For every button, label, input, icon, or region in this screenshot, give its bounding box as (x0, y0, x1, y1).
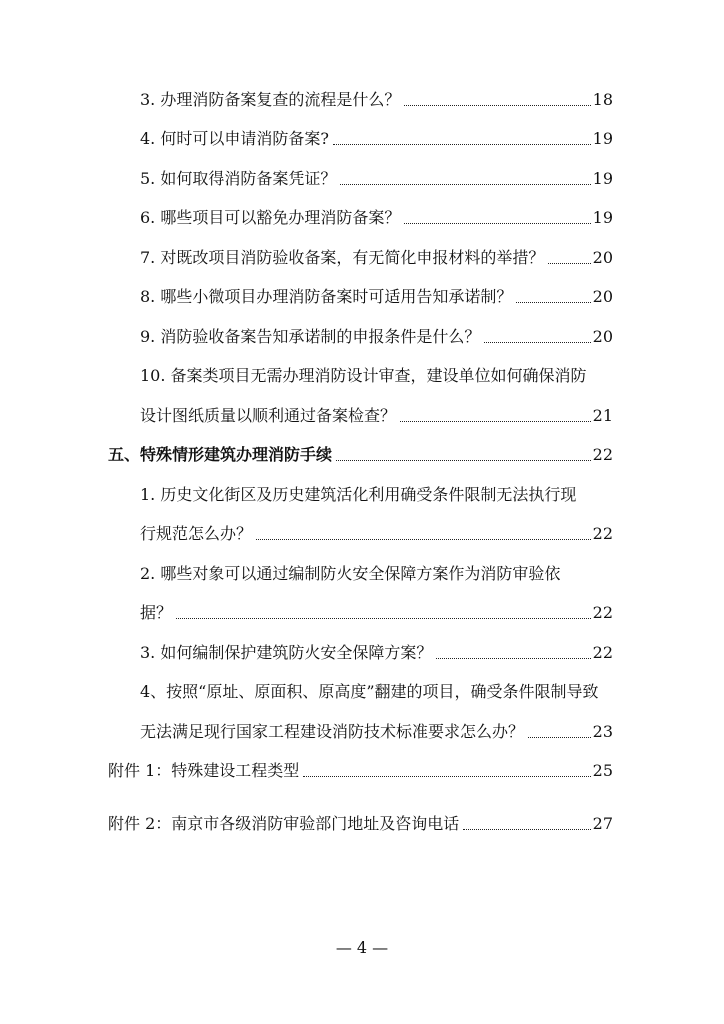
toc-entry-text: 6. 哪些项目可以豁免办理消防备案？ (140, 208, 401, 227)
toc-entry-text: 行规范怎么办？ (140, 524, 253, 543)
leader-dots (336, 460, 591, 461)
toc-entry-text: 4、按照“原址、原面积、原高度”翻建的项目，确受条件限制导致 (140, 682, 599, 701)
toc-page-number: 25 (592, 761, 613, 780)
toc-page-number: 23 (592, 722, 613, 741)
toc-appendix-text: 附件 2：南京市各级消防审验部门地址及咨询电话 (108, 814, 460, 833)
leader-dots (333, 144, 591, 145)
toc-appendix[interactable] (108, 809, 613, 835)
toc-page-number: 22 (592, 524, 613, 543)
toc-entry-first-line[interactable] (140, 480, 613, 506)
toc-entry-text: 据？ (140, 603, 173, 622)
toc-entry[interactable] (140, 203, 613, 229)
leader-dots (256, 539, 591, 540)
toc-entry[interactable] (140, 717, 613, 743)
toc-appendix-text: 附件 1：特殊建设工程类型 (108, 761, 300, 780)
toc-entry-text: 3. 如何编制保护建筑防火安全保障方案？ (140, 643, 433, 662)
toc-entry-text: 1. 历史文化街区及历史建筑活化利用确受条件限制无法执行现 (140, 485, 577, 504)
leader-dots (516, 302, 590, 303)
leader-dots (340, 184, 590, 185)
toc-entry-text: 2. 哪些对象可以通过编制防火安全保障方案作为消防审验依 (140, 564, 561, 583)
toc-page-number: 27 (592, 814, 613, 833)
page-number-footer: — 4 — (335, 938, 389, 957)
toc-entry-first-line[interactable] (140, 559, 613, 585)
toc-page-number: 22 (592, 445, 613, 464)
leader-dots (404, 105, 590, 106)
toc-entry-text: 5. 如何取得消防备案凭证？ (140, 169, 337, 188)
toc-entry[interactable] (140, 164, 613, 190)
toc-page-number: 22 (592, 643, 613, 662)
toc-entry-text: 7. 对既改项目消防验收备案，有无简化申报材料的举措？ (140, 248, 545, 267)
toc-page-number: 20 (592, 248, 613, 267)
toc-entry-first-line[interactable] (140, 677, 613, 703)
toc-entry[interactable] (140, 519, 613, 545)
leader-dots (484, 342, 590, 343)
toc-entry-text: 3. 办理消防备案复查的流程是什么？ (140, 90, 401, 109)
leader-dots (400, 421, 591, 422)
toc-entry-text: 10. 备案类项目无需办理消防设计审查，建设单位如何确保消防 (140, 366, 587, 385)
leader-dots (436, 658, 590, 659)
leader-dots (303, 776, 590, 777)
toc-page-number: 22 (592, 603, 613, 622)
toc-entry[interactable] (140, 124, 613, 150)
toc-entry[interactable] (140, 401, 613, 427)
leader-dots (404, 223, 590, 224)
toc-entry-text: 无法满足现行国家工程建设消防技术标准要求怎么办？ (140, 722, 525, 741)
leader-dots (548, 263, 590, 264)
toc-page-number: 21 (592, 406, 613, 425)
toc-entry[interactable] (140, 85, 613, 111)
toc-page-number: 20 (592, 287, 613, 306)
toc-entry-text: 8. 哪些小微项目办理消防备案时可适用告知承诺制？ (140, 287, 513, 306)
toc-entry-text: 4. 何时可以申请消防备案? (140, 129, 329, 148)
toc-entry-text: 设计图纸质量以顺利通过备案检查？ (140, 406, 397, 425)
toc-section-text: 五、特殊情形建筑办理消防手续 (108, 445, 333, 464)
toc-page-number: 19 (592, 129, 613, 148)
toc-entry[interactable] (140, 638, 613, 664)
toc-entry-text: 9. 消防验收备案告知承诺制的申报条件是什么？ (140, 327, 481, 346)
leader-dots (463, 829, 590, 830)
toc-page-number: 19 (592, 169, 613, 188)
leader-dots (528, 737, 591, 738)
leader-dots (176, 618, 591, 619)
toc-page-number: 20 (592, 327, 613, 346)
toc-appendix[interactable] (108, 756, 613, 782)
toc-entry[interactable] (140, 598, 613, 624)
toc-entry[interactable] (140, 322, 613, 348)
toc-entry[interactable] (140, 282, 613, 308)
toc-entry[interactable] (140, 243, 613, 269)
toc-page-number: 18 (592, 90, 613, 109)
toc-entry-first-line[interactable] (140, 361, 613, 387)
toc-page-number: 19 (592, 208, 613, 227)
toc-section-heading[interactable] (108, 440, 613, 466)
